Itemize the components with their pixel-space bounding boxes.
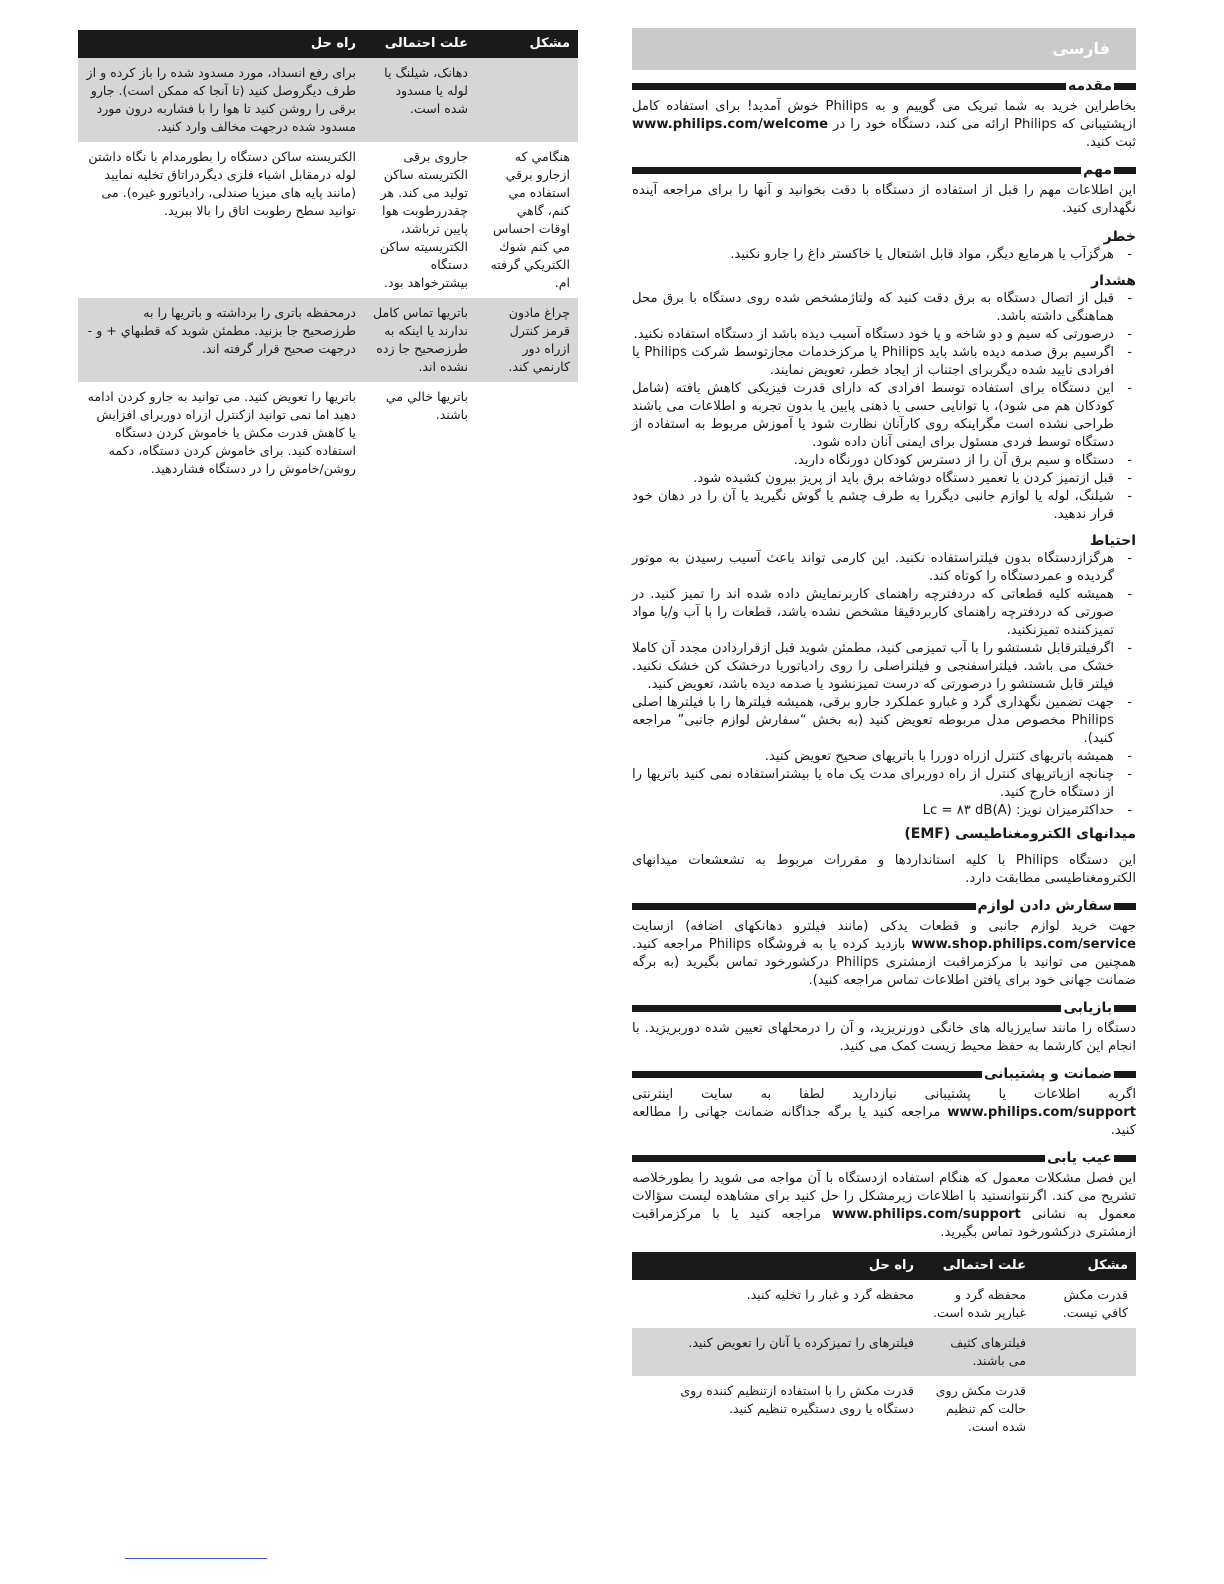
header-problem: مشکل [1034,1252,1136,1280]
list-item: - اگرفیلترقابل شستشو را با آب تمیزمی کنید، مطمئن شوید قبل ازقراردادن مجدد آن کاملا خشک می باشد. فیلتراسفنجی و فیلتراصلی را روی رادیاتوریا درخشک کن خشک نکنید. فیلتر قابل شستشو را درصورتی که درست تمیزنشود یا صدمه دیده باشد، تعویض کنید. [632,640,1136,694]
troubleshooting-paragraph: این فصل مشکلات معمول که هنگام استفاده ازدستگاه با آن مواجه می شوید را بطورخلاصه تشریح می کند. اگرنتوانستید با اطلاعات زیرمشکل را حل کنید برای مشاهده لیست سؤالات معمول به نشانی www.philips.com/support مراجعه کنید یا با مرکزمراقبت ازمشتری درکشورخود تماس بگیرید. [632,1171,1136,1240]
header-solution: راه حل [632,1252,922,1280]
danger-list [632,246,1136,264]
support-link[interactable]: www.philips.com/support [947,1105,1137,1120]
welcome-link[interactable]: www.philips.com/welcome [632,117,829,132]
left-column [78,30,578,484]
emf-paragraph: این دستگاه Philips با کلیه استانداردها و مقررات مربوط به تشعشعات میدانهای الکترومغناطیسی مطابقت دارد. [632,853,1136,886]
list-item: - قبل ازتمیز کردن یا تعمیر دستگاه دوشاخه برق باید از پریز بیرون کشیده شود. [632,470,1136,488]
list-item: - هرگزآب یا هرمایع دیگر، مواد قابل اشتعال یا خاکستر داغ را جارو نکنید. [632,246,1136,264]
section-heading-intro [632,78,1136,94]
troubleshooting-table-left [78,30,578,484]
header-problem: مشکل [476,30,578,58]
intro-paragraph: بخاطراین خرید به شما تبریک می گوییم و به Philips خوش آمدید! برای استفاده کامل ازپشتیبانی که Philips ارائه می کند، دستگاه خود را در www.philips.com/welcome ثبت کنید. [632,99,1136,150]
list-item: - همیشه باتریهای کنترل ازراه دوررا با باتریهای صحیح تعویض کنید. [632,748,1136,766]
section-heading-warranty: ضمانت و پشتیبانی [632,1066,1136,1082]
table-row: قدرت مکش روی حالت کم تنظیم شده است. قدرت مکش را با استفاده ازتنظیم کننده روی دستگاه یا روی دستگیره تنظیم کنید. [680,1383,1026,1434]
heading-text: مقدمه [1068,78,1112,94]
section-heading-accessories: سفارش دادن لوازم [632,898,1136,914]
section-heading-troubleshooting: عیب یابی [632,1150,1136,1166]
language-bar: فارسی [632,28,1136,70]
shop-link[interactable]: www.shop.philips.com/service [911,937,1136,952]
table-header-row [78,30,578,58]
table-row: دهانک، شیلنگ یا لوله یا مسدود شده است. برای رفع انسداد، مورد مسدود شده را باز کرده و از طرف دیگروصل کنید (تا آنجا که ممکن است). جارو برقی را روشن کنید تا هوا را با فشاربه درون مورد مسدود شده درجهت مخالف وارد کنید. [78,58,578,142]
footnote-rule [125,1558,267,1559]
list-item: - جهت تضمین نگهداری گرد و غبارو عملکرد جارو برقی، همیشه فیلترها را با فیلترها اصلی Philips مخصوص مدل مربوطه تعویض کنید (به بخش “سفارش لوازم جانبی” مراجعه کنید). [632,694,1136,748]
troubleshooting-table-right [632,1252,1136,1442]
list-item: - درصورتی که سیم و دو شاخه و یا خود دستگاه آسیب دیده باشد از دستگاه استفاده نکنید. [632,326,1136,344]
accessories-paragraph: جهت خرید لوازم جانبی و قطعات یدکی (مانند فیلترو دهانکهای اضافه) ازسایت www.shop.philips.com/service بازدید کرده یا به فروشگاه Philips مراجعه کنید. همچنین می توانید با مرکزمراقبت ازمشتری Philips درکشورخود تماس بگیرید (به برگه ضمانت جهانی خود برای یافتن اطلاعات تماس مراجعه کنید). [632,919,1136,988]
list-item: - حداکثرمیزان نویز: Lc = ۸۳ dB(A) [632,802,1136,820]
table-row: باتریها خالي مي باشند. باتریها را تعویض کنید. می توانید به جارو کردن ادامه دهید اما نمی توانید ازکنترل ازراه دوربرای افزایش یا کاهش قدرت مکش یا خاموش کردن دستگاه استفاده کنید. برای خاموش کردن دستگاه، دکمه روشن/خاموش را در دستگاه فشاردهید. [87,389,468,476]
table-row: قدرت مکش کافي نیست. محفظه گرد و غبارپر شده است. محفظه گرد و غبار را تخلیه کنید. [746,1287,1128,1320]
table-row: هنگامي که ازجارو برقي استفاده مي کنم، گاهي اوقات احساس مي کنم شوك الکتريکي گرفته ام. جاروی برقی الکتریسته ساکن تولید می کند. هر چقدررطوبت هوا پایین ترباشد، الکتریسیته ساکن دستگاه بیشترخواهد بود. الکتریسته ساکن دستگاه را بطورمدام با نگاه داشتن لوله درمقابل اشیاء فلزی دیگردراتاق تخلیه نمایید (مانند پایه های میزیا صندلی، رادیاتورو غیره). می توانید سطح رطوبت اتاق را بالا ببرید. [88,149,570,290]
warning-list [632,290,1136,524]
header-solution: راه حل [78,30,364,58]
table-row: چراغ مادون قرمز کنترل ازراه دور کارنمي کند. باتریها تماس کامل ندارند یا اینکه به طرزصحیح جا زده نشده اند. درمحفظه باتری را برداشته و باتریها را به طرزصحیح جا بزنید. مطمئن شوید که قطبهاي + و - درجهت صحیح قرار گرفته اند. [78,298,578,382]
list-item: - اگرسیم برق صدمه دیده باشد باید Philips یا مرکزخدمات مجازتوسط شرکت Philips یا افرادی تایید شده دیگربرای اجتناب از ایجاد خطر، تعویض نمایند. [632,344,1136,380]
list-item: - این دستگاه برای استفاده توسط افرادی که دارای قدرت فیزیکی کاهش یافته (شامل کودکان هم می شود)، یا توانایی حسی یا ذهنی پایین یا بدون تجربه و اطلاعات می باشند طراحی نشده است مگراینکه روی کارآنان نظارت شود یا آموزش مربوط به استفاده از دستگاه توسط فردی مسئول برای ایمنی آنان داده شود. [632,380,1136,452]
table-header-row [632,1252,1136,1280]
header-cause: علت احتمالی [364,30,476,58]
section-heading-important: مهم [632,162,1136,178]
caution-heading: احتیاط [1089,533,1136,549]
section-heading-recycling: بازیابی [632,1000,1136,1016]
list-item: - همیشه کلیه قطعاتی که دردفترچه راهنمای کاربرنمایش داده شده اند را تمیز کنید. در صورتی که دردفترچه راهنمای کاربردقیقا مشخص نشده باشد، قطعات را با آب و/یا مواد تمیزکننده تمیزنکنید. [632,586,1136,640]
caution-list [632,550,1136,820]
list-item: - شیلنگ، لوله یا لوازم جانبی دیگررا به طرف چشم یا گوش نگیرید یا آن را در دهان خود قرار ندهید. [632,488,1136,524]
table-row: فیلترهای کثیف می باشند. فیلترهای را تمیزکرده یا آنان را تعویض کنید. [632,1328,1136,1376]
section-heading-emf: میدانهای الکترومغناطیسی (EMF) [904,826,1136,842]
header-cause: علت احتمالی [922,1252,1034,1280]
warranty-paragraph: اگربه اطلاعات یا پشتیبانی نیازدارید لطفا به سایت اینترنتی www.philips.com/support مراجعه کنید یا برگه جداگانه ضمانت جهانی را مطالعه کنید. [632,1087,1137,1138]
list-item: - چنانچه ازباتریهای کنترل از راه دوربرای مدت یک ماه یا بیشتراستفاده نمی کنید باتریها را از دستگاه خارج کنید. [632,766,1136,802]
warning-heading: هشدار [1091,273,1136,289]
recycling-paragraph: دستگاه را مانند سایرزباله های خانگی دورنریزید، و آن را درمحلهای تعیین شده دوربریزید. با انجام این کارشما به حفظ محیط زیست کمک می کنید. [632,1021,1136,1054]
troubleshooting-support-link[interactable]: www.philips.com/support [832,1207,1021,1222]
list-item: - هرگزازدستگاه بدون فیلتراستفاده نکنید. این کارمی تواند باعث آسیب رسیدن به موتور گردیده و عمردستگاه را کوتاه کند. [632,550,1136,586]
right-column [632,28,1136,1442]
important-paragraph: این اطلاعات مهم را قبل از استفاده از دستگاه با دقت بخوانید و آنها را برای مراجعه آینده نگهداری کنید. [632,183,1136,216]
list-item: - قبل از اتصال دستگاه به برق دقت کنید که ولتاژمشخص شده روی دستگاه با برق محل هماهنگی داشته باشد. [632,290,1136,326]
danger-heading: خطر [1103,229,1136,245]
list-item: - دستگاه و سیم برق آن را از دسترس کودکان دورنگاه دارید. [632,452,1136,470]
